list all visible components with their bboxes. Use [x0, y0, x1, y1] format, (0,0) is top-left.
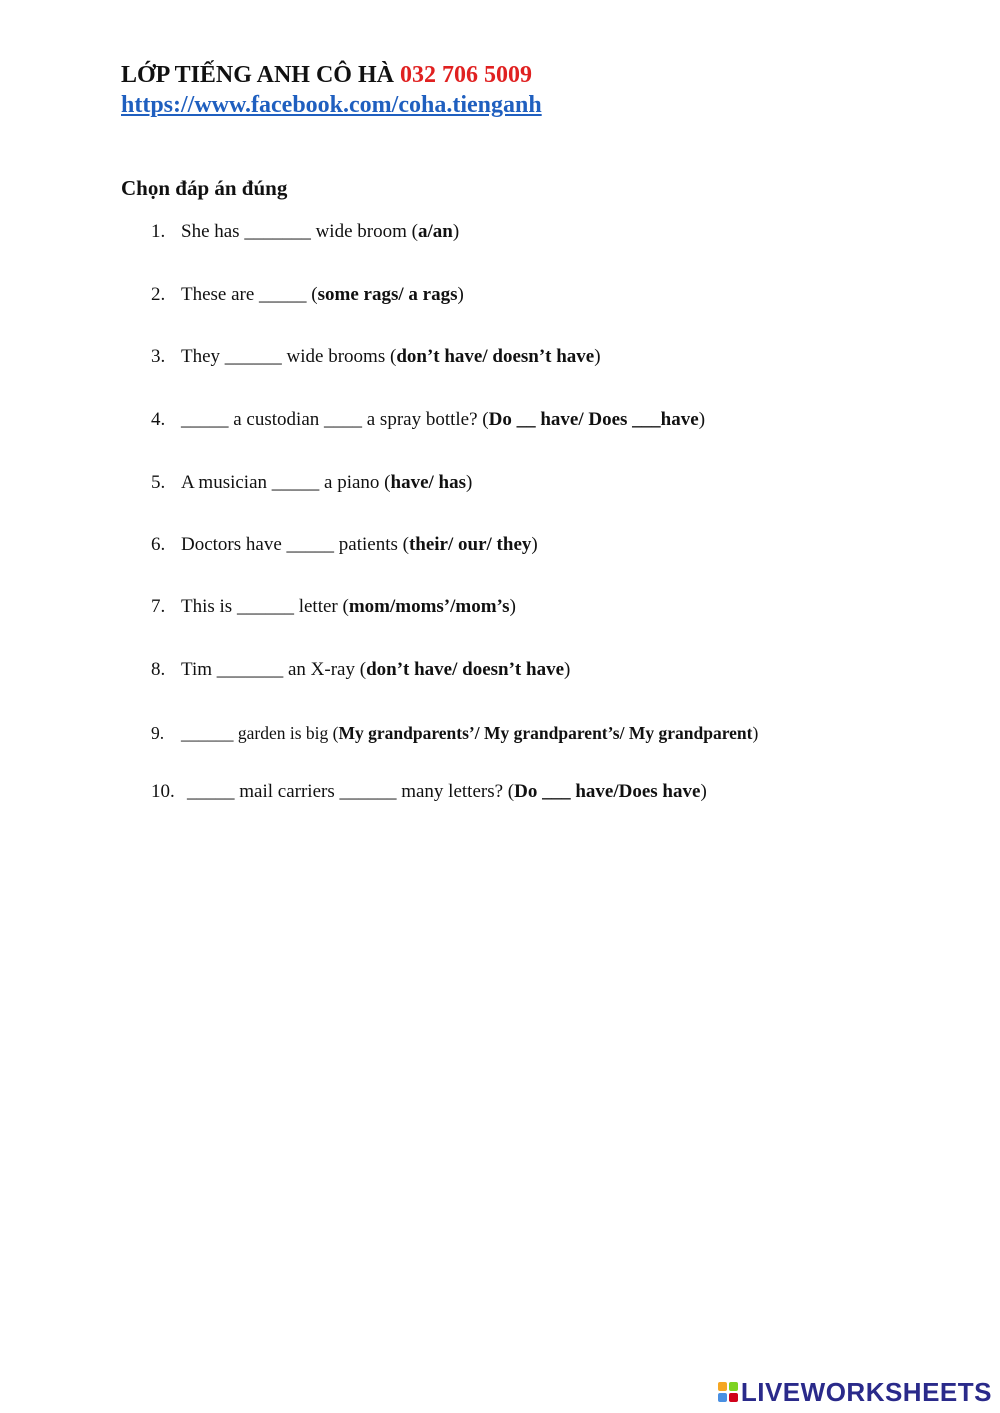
question-number: 3.	[151, 346, 166, 367]
phone-number: 032 706 5009	[399, 62, 532, 88]
question-number: 7.	[151, 596, 166, 617]
question-item	[151, 345, 601, 369]
answer-options: a/an	[417, 221, 453, 242]
liveworksheets-logo	[718, 1376, 992, 1407]
answer-options: don’t have/ doesn’t have	[366, 659, 565, 680]
question-item	[151, 471, 472, 495]
question-text: ______ garden is big (	[181, 723, 339, 743]
question-item	[151, 408, 705, 432]
question-number: 5.	[151, 472, 166, 493]
question-text: She has _______ wide broom (	[181, 221, 418, 242]
question-item	[151, 780, 707, 804]
question-item	[151, 220, 459, 244]
question-number: 2.	[151, 284, 166, 305]
question-text: This is ______ letter (	[181, 596, 349, 617]
question-close: )	[700, 781, 707, 802]
logo-text: LIVEWORKSHEETS	[740, 1376, 992, 1407]
answer-options: Do ___ have/Does have	[514, 781, 701, 802]
question-close: )	[457, 284, 464, 305]
answer-options: mom/moms’/mom’s	[348, 596, 510, 617]
question-text: _____ mail carriers ______ many letters? (	[187, 781, 515, 802]
question-item	[151, 721, 758, 745]
question-text: Doctors have _____ patients (	[181, 534, 409, 555]
answer-options: have/ has	[390, 472, 466, 493]
question-number: 10.	[151, 781, 175, 802]
liveworksheets-logo-icon	[718, 1382, 738, 1402]
question-number: 4.	[151, 409, 166, 430]
answer-options: Do __ have/ Does ___have	[488, 409, 699, 430]
question-number: 6.	[151, 534, 166, 555]
facebook-link[interactable]: https://www.facebook.com/coha.tienganh	[121, 92, 542, 118]
question-item	[151, 283, 464, 307]
question-number: 9.	[151, 723, 165, 743]
class-title: LỚP TIẾNG ANH CÔ HÀ	[121, 62, 394, 88]
question-close: )	[452, 221, 460, 242]
question-close: )	[531, 534, 538, 555]
answer-options: don’t have/ doesn’t have	[396, 346, 595, 367]
question-item	[151, 533, 538, 557]
question-text: A musician _____ a piano (	[181, 472, 391, 493]
question-close: )	[752, 723, 759, 743]
question-close: )	[698, 409, 706, 430]
question-text: These are _____ (	[181, 284, 318, 305]
question-text: _____ a custodian ____ a spray bottle? (	[181, 409, 489, 430]
question-item	[151, 595, 516, 619]
question-close: )	[466, 472, 473, 493]
question-number: 1.	[151, 221, 166, 242]
question-number: 8.	[151, 659, 166, 680]
instruction-heading: Chọn đáp án đúng	[121, 176, 288, 200]
question-item	[151, 658, 570, 682]
question-text: Tim _______ an X-ray (	[181, 659, 367, 680]
header-title-line	[121, 60, 542, 90]
question-close: )	[509, 596, 516, 617]
answer-options: their/ our/ they	[408, 534, 532, 555]
answer-options: some rags/ a rags	[317, 284, 458, 305]
answer-options: My grandparents’/ My grandparent’s/ My grandparent	[338, 723, 753, 743]
worksheet-header	[121, 60, 542, 120]
question-close: )	[564, 659, 571, 680]
question-text: They ______ wide brooms (	[181, 346, 397, 367]
question-close: )	[594, 346, 601, 367]
